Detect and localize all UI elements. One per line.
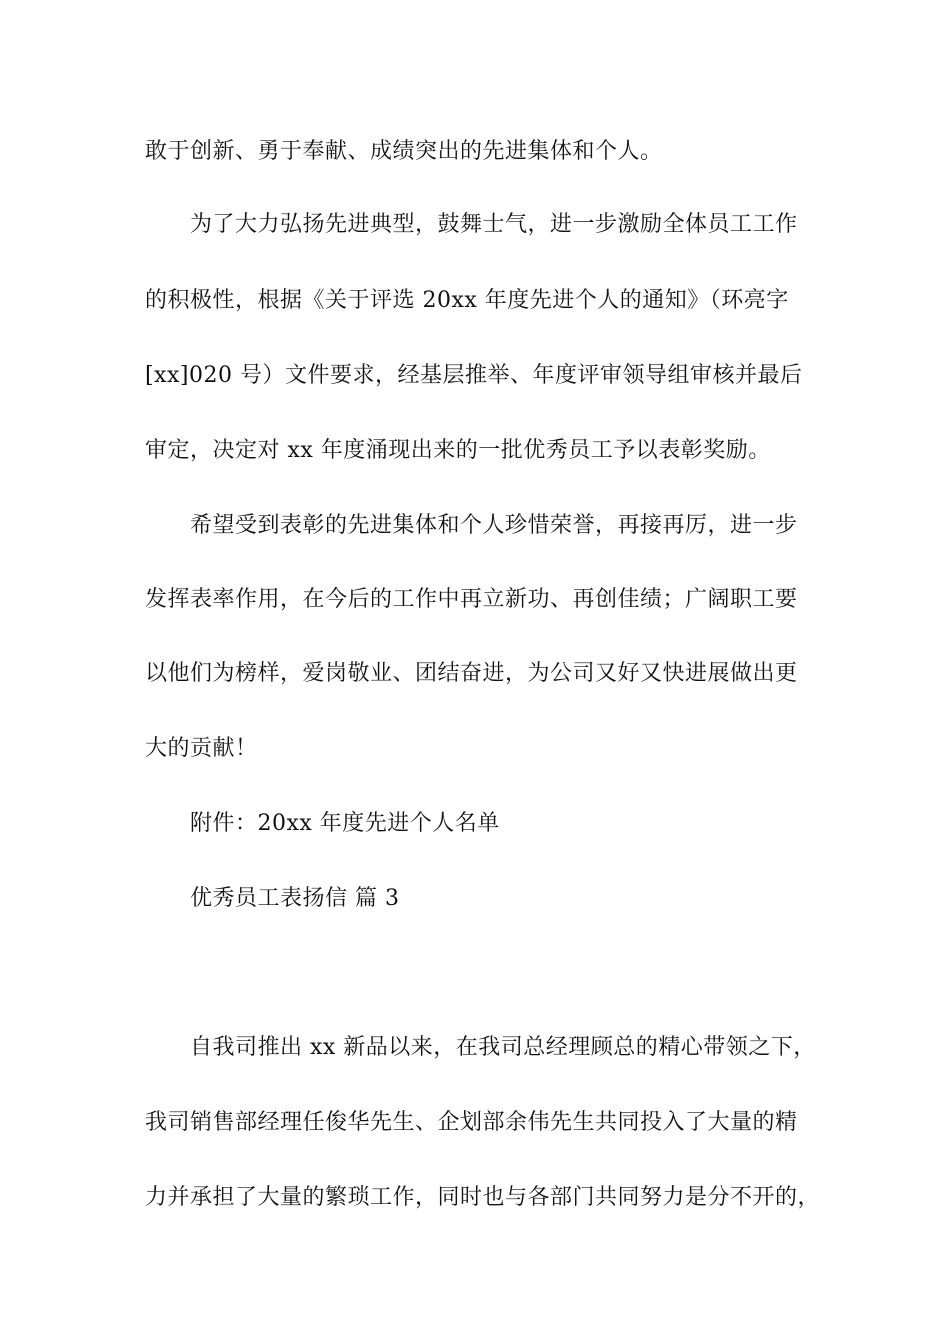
text-line: 力并承担了大量的繁琐工作，同时也与各部门共同努力是分不开的， <box>145 1185 821 1210</box>
text-line: 敢于创新、勇于奉献、成绩突出的先进集体和个人。 <box>145 139 663 164</box>
text-line: 我司销售部经理任俊华先生、企划部余伟先生共同投入了大量的精 <box>145 1110 798 1135</box>
text-line: 希望受到表彰的先进集体和个人珍惜荣誉，再接再厉，进一步 <box>190 513 798 538</box>
text-line: 大的贡献！ <box>145 736 258 761</box>
text-line: 审定，决定对 xx 年度涌现出来的一批优秀员工予以表彰奖励。 <box>145 438 771 463</box>
text-line: 自我司推出 xx 新品以来，在我司总经理顾总的精心带领之下， <box>190 1035 816 1060</box>
text-line: 为了大力弘扬先进典型，鼓舞士气，进一步激励全体员工工作 <box>190 212 798 237</box>
text-line: 发挥表率作用，在今后的工作中再立新功、再创佳绩；广阔职工要 <box>145 587 798 612</box>
text-line: 附件：20xx 年度先进个人名单 <box>190 811 500 836</box>
text-line: 以他们为榜样，爱岗敬业、团结奋进，为公司又好又快进展做出更 <box>145 661 798 686</box>
text-line: 的积极性，根据《关于评选 20xx 年度先进个人的通知》（环亮字 <box>145 288 789 313</box>
section-heading: 优秀员工表扬信 篇 3 <box>190 886 400 911</box>
text-line: [xx]020 号）文件要求，经基层推举、年度评审领导组审核并最后 <box>145 363 803 388</box>
